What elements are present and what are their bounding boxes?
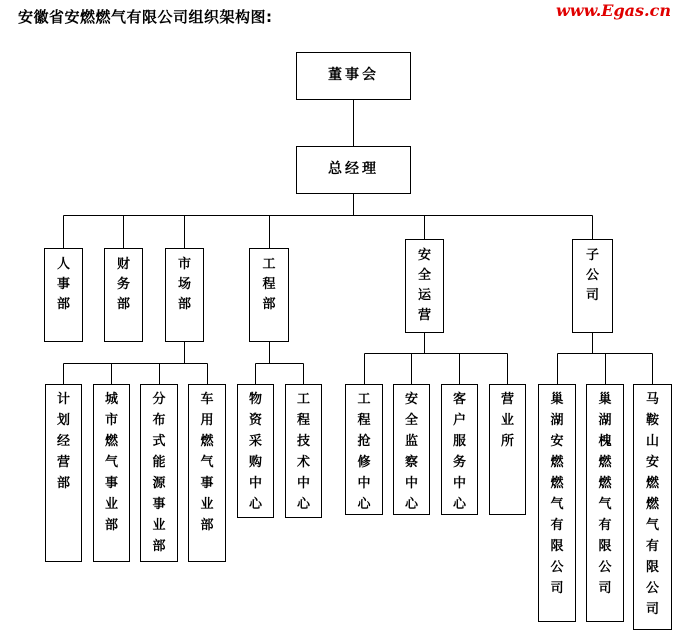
dept-finance-box: 财务部 [104,248,143,342]
unit-engineering-technology-box: 工程技术中心 [285,384,322,518]
general-manager-box: 总经理 [296,146,411,194]
dept-hr-box: 人事部 [44,248,83,342]
dept-subsidiaries-box: 子公司 [572,239,613,333]
watermark-logo: www.Egas.cn [556,1,671,20]
page-title: 安徽省安燃燃气有限公司组织架构图: [18,8,273,26]
dept-engineering-box: 工程部 [249,248,289,342]
unit-vehicle-gas-box: 车用燃气事业部 [188,384,226,562]
unit-business-office-box: 营业所 [489,384,526,515]
unit-customer-service-box: 客户服务中心 [441,384,478,515]
unit-planning-operations-box: 计划经营部 [45,384,82,562]
dept-safety-operations-box: 安全运营 [405,239,444,333]
subsidiary-chaohu-huairan-box: 巢湖槐燃燃气有限公司 [586,384,624,622]
board-box: 董事会 [296,52,411,100]
unit-emergency-repair-box: 工程抢修中心 [345,384,383,515]
subsidiary-chaohu-anran-box: 巢湖安燃燃气有限公司 [538,384,576,622]
subsidiary-maanshan-anran-box: 马鞍山安燃燃气有限公司 [633,384,672,630]
unit-safety-supervision-box: 安全监察中心 [393,384,430,515]
dept-marketing-box: 市场部 [165,248,204,342]
unit-materials-procurement-box: 物资采购中心 [237,384,274,518]
unit-distributed-energy-box: 分布式能源事业部 [140,384,178,562]
unit-city-gas-box: 城市燃气事业部 [93,384,130,562]
